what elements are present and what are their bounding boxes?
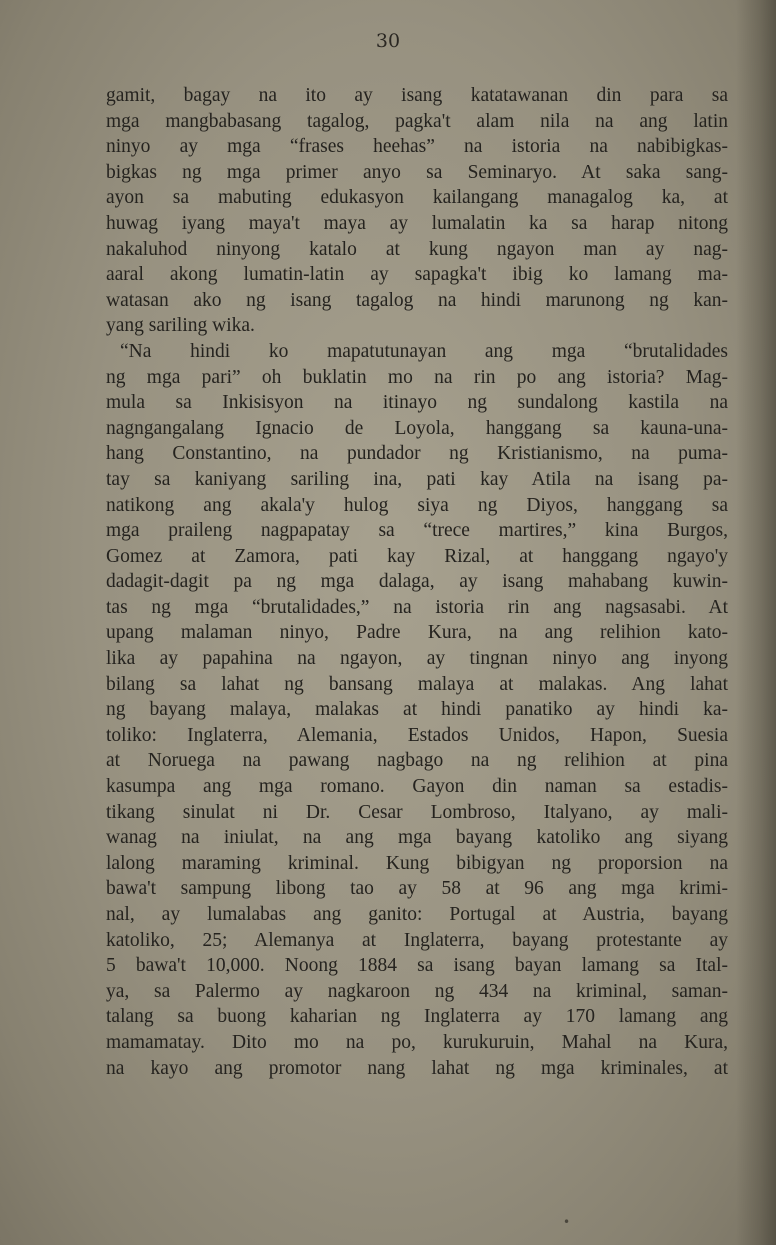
text-line: kasumpa ang mga romano. Gayon din naman sa estadis- xyxy=(106,776,728,798)
text-line: dadagit-dagit pa ng mga dalaga, ay isang mahabang kuwin- xyxy=(106,571,728,593)
text-line: hang Constantino, na pundador ng Kristianismo, na puma- xyxy=(106,443,728,465)
text-line: yang sariling wika. xyxy=(106,315,255,337)
text-line: tay sa kaniyang sariling ina, pati kay Atila na isang pa- xyxy=(106,468,728,490)
text-line: nagngangalang Ignacio de Loyola, hanggang sa kauna-una- xyxy=(106,417,728,439)
text-line: ayon sa mabuting edukasyon kailangang managalog ka, at xyxy=(106,187,728,209)
text-line: mula sa Inkisisyon na itinayo ng sundalong kastila na xyxy=(106,392,728,414)
text-line: mamamatay. Dito mo na po, kurukuruin, Mahal na Kura, xyxy=(106,1031,728,1053)
text-line: 5 bawa't 10,000. Noong 1884 sa isang bayan lamang sa Ital- xyxy=(106,955,728,977)
text-line: bigkas ng mga primer anyo sa Seminaryo. At saka sang- xyxy=(106,161,728,183)
text-line: tikang sinulat ni Dr. Cesar Lombroso, Italyano, ay mali- xyxy=(106,801,728,823)
text-line: watasan ako ng isang tagalog na hindi marunong ng kan- xyxy=(106,289,728,311)
body-text xyxy=(106,83,728,1081)
text-line: na kayo ang promotor nang lahat ng mga kriminales, at xyxy=(106,1057,728,1079)
text-line: talang sa buong kaharian ng Inglaterra ay 170 lamang ang xyxy=(106,1006,728,1028)
text-line: katoliko, 25; Alemanya at Inglaterra, bayang protestante ay xyxy=(106,929,728,951)
text-line: bawa't sampung libong tao ay 58 at 96 ang mga krimi- xyxy=(106,878,728,900)
text-line: ng bayang malaya, malakas at hindi panatiko ay hindi ka- xyxy=(106,699,728,721)
text-line: natikong ang akala'y hulog siya ng Diyos, hanggang sa xyxy=(106,494,728,516)
text-line: upang malaman ninyo, Padre Kura, na ang relihion kato- xyxy=(106,622,728,644)
text-line: huwag iyang maya't maya ay lumalatin ka sa harap nitong xyxy=(106,212,728,234)
text-line: nal, ay lumalabas ang ganito: Portugal at Austria, bayang xyxy=(106,904,728,925)
text-line: “Na hindi ko mapatutunayan ang mga “brutalidades xyxy=(120,340,728,362)
text-line: wanag na iniulat, na ang mga bayang katoliko ang siyang xyxy=(106,827,728,849)
text-line: at Noruega na pawang nagbago na ng relihion at pina xyxy=(106,750,728,772)
text-line: ya, sa Palermo ay nagkaroon ng 434 na kriminal, saman- xyxy=(106,980,728,1002)
text-line: gamit, bagay na ito ay isang katatawanan din para sa xyxy=(106,85,728,106)
printer-mark: • xyxy=(563,1215,571,1229)
page-edge-shadow xyxy=(736,0,776,1245)
text-line: nakaluhod ninyong katalo at kung ngayon man ay nag- xyxy=(106,238,728,260)
text-line: ng mga pari” oh buklatin mo na rin po ang istoria? Mag- xyxy=(106,366,728,388)
text-line: lika ay papahina na ngayon, ay tingnan ninyo ang inyong xyxy=(106,648,728,670)
text-line: tas ng mga “brutalidades,” na istoria rin ang nagsasabi. At xyxy=(106,596,728,618)
text-line: lalong maraming kriminal. Kung bibigyan ng proporsion na xyxy=(106,852,728,874)
text-line: mga praileng nagpapatay sa “trece martires,” kina Burgos, xyxy=(106,520,728,542)
page-number: 30 xyxy=(375,30,401,52)
text-line: Gomez at Zamora, pati kay Rizal, at hanggang ngayo'y xyxy=(106,545,728,567)
text-line: bilang sa lahat ng bansang malaya at malakas. Ang lahat xyxy=(106,673,728,695)
text-line: aaral akong lumatin-latin ay sapagka't ibig ko lamang ma- xyxy=(106,264,728,286)
text-line: toliko: Inglaterra, Alemania, Estados Unidos, Hapon, Suesia xyxy=(106,724,728,746)
text-line: ninyo ay mga “frases heehas” na istoria na nabibigkas- xyxy=(106,136,728,158)
text-line: mga mangbabasang tagalog, pagka't alam nila na ang latin xyxy=(106,110,728,132)
